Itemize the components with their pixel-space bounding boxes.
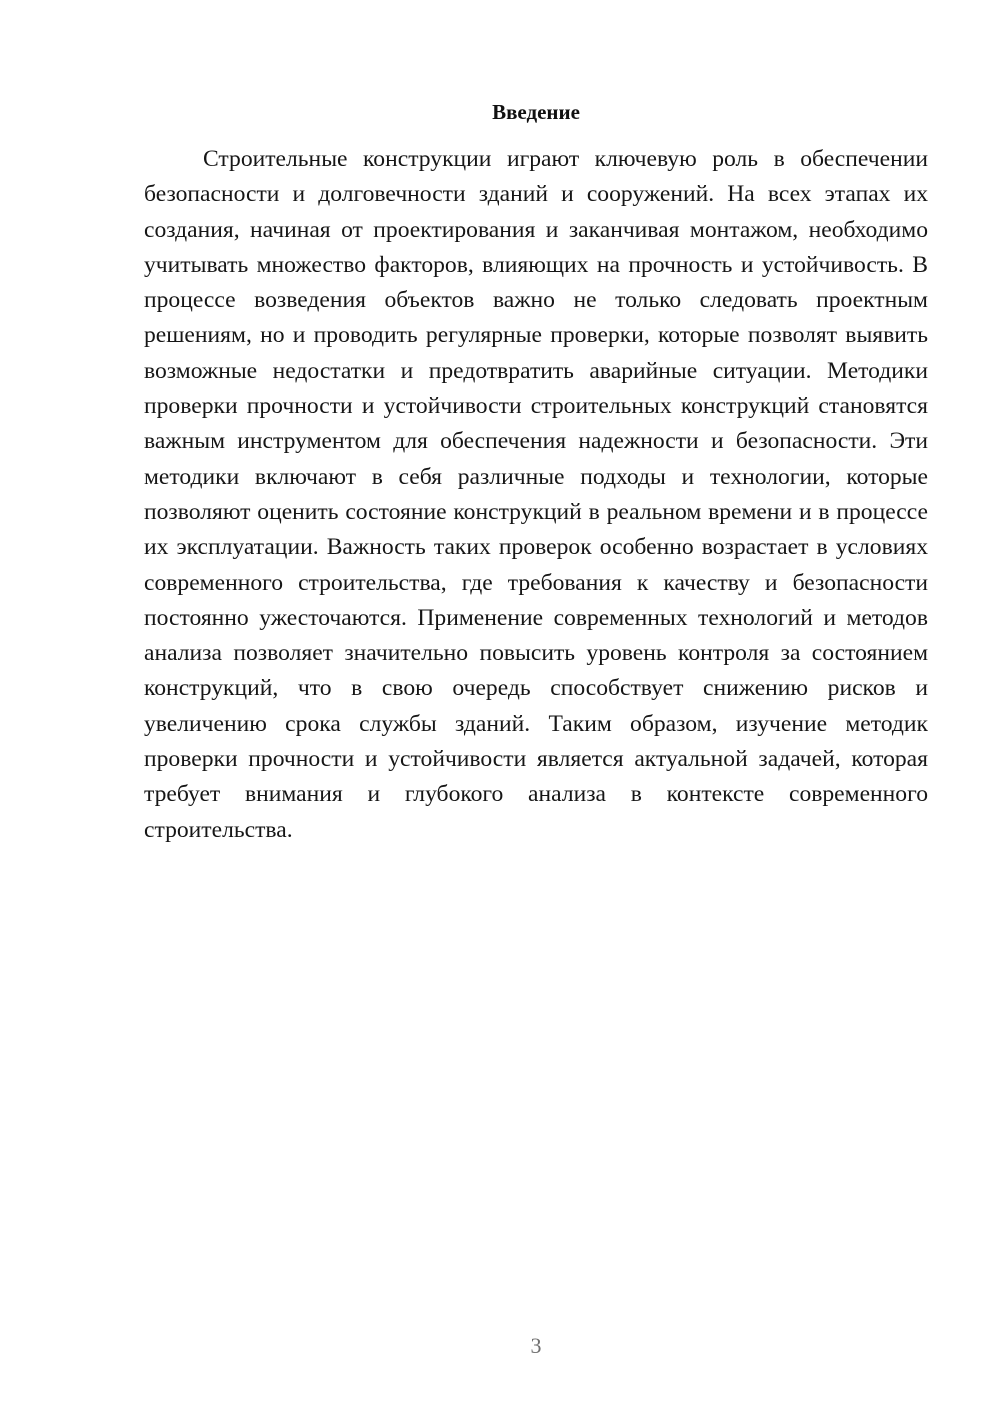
introduction-paragraph: Строительные конструкции играют ключевую роль в обеспечении безопасности и долговечности зданий и сооружений. На всех этапах их создания, начиная от проектирования и заканчивая монтажом, необходимо учитывать множество факторов, влияющих на прочность и устойчивость. В процессе возведения объектов важно не только следовать проектным решениям, но и проводить регулярные проверки, которые позволят выявить возможные недостатки и предотвратить аварийные ситуации. Методики проверки прочности и устойчивости строительных конструкций становятся важным инструментом для обеспечения надежности и безопасности. Эти методики включают в себя различные подходы и технологии, которые позволяют оценить состояние конструкций в реальном времени и в процессе их эксплуатации. Важность таких проверок особенно возрастает в условиях современного строительства, где требования к качеству и безопасности постоянно ужесточаются. Применение современных технологий и методов анализа позволяет значительно повысить уровень контроля за состоянием конструкций, что в свою очередь способствует снижению рисков и увеличению срока службы зданий. Таким образом, изучение методик проверки прочности и устойчивости является актуальной задачей, которая требует внимания и глубокого анализа в контексте современного строительства. (144, 146, 928, 843)
section-heading: Введение (492, 100, 580, 124)
page-number: 3 (530, 1333, 542, 1358)
